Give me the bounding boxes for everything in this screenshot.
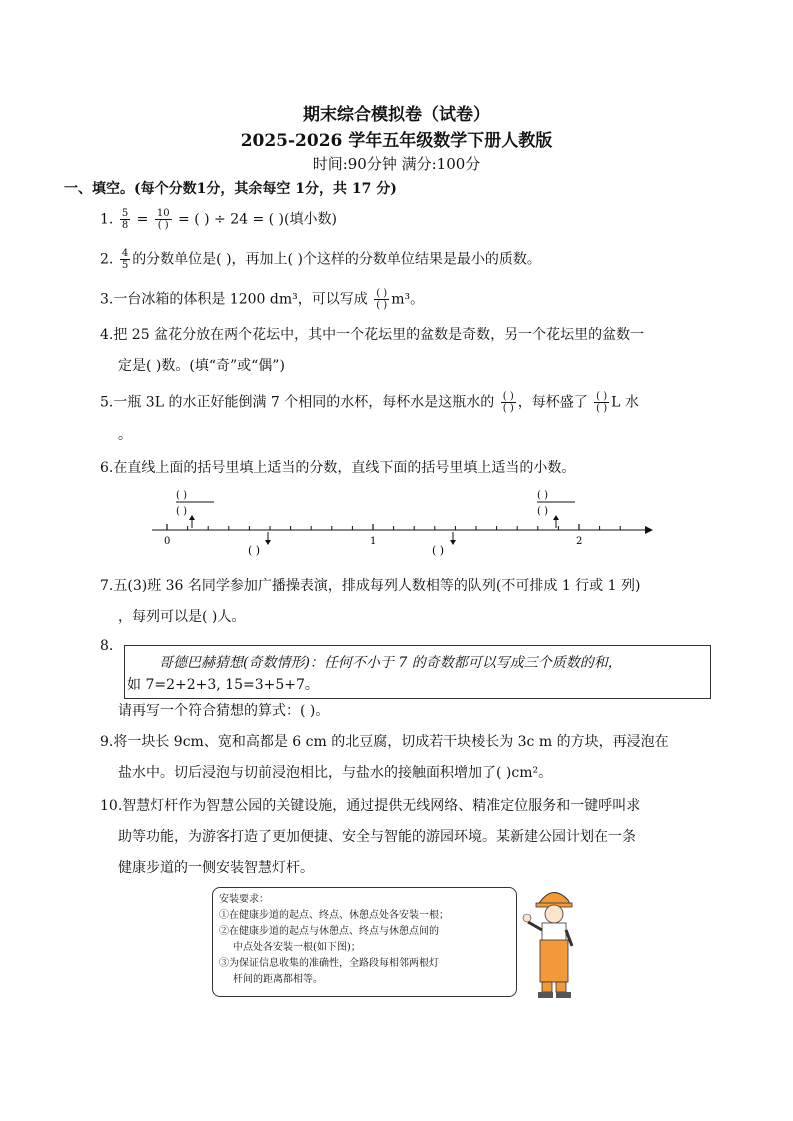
svg-text:( ): ( ) [537, 490, 548, 501]
q5-unit: L 水 [611, 394, 639, 411]
goldbach-line1: 哥德巴赫猜想(奇数情形)：任何不小于 7 的奇数都可以写成三个质数的和， [159, 655, 622, 671]
q2-number: 2. [100, 251, 114, 268]
req-item-2a: ②在健康步道的起点与休憩点、终点与休憩点间的 [219, 926, 439, 937]
q5-fraction-a: $\frac{( )}{( )}$ [502, 391, 514, 414]
req-item-1: ①在健康步道的起点、终点、休憩点处各安装一根； [219, 910, 449, 921]
q1-fraction-b: $\frac{10}{( )}$ [156, 208, 170, 231]
question-9-line2: 盐水中。切后浸泡与切前浸泡相比，与盐水的接触面积增加了( )cm²。 [118, 765, 553, 781]
q1-eq: = [136, 211, 149, 228]
svg-text:( ): ( ) [176, 506, 187, 517]
bottom-blank-right: ( ) [432, 544, 445, 557]
section-heading: 一、填空。(每个分数1分，其余每空 1分，共 17 分) [64, 181, 397, 197]
question-10-line1: 10.智慧灯杆作为智慧公园的关键设施，通过提供无线网络、精准定位服务和一键呼叫求 [100, 798, 641, 814]
q1-tail: = ( ) ÷ 24 = ( )(填小数) [178, 211, 337, 228]
exam-subtitle: 2025-2026 学年五年级数学下册人教版 [240, 131, 553, 151]
question-5 [100, 391, 639, 414]
question-2 [100, 248, 541, 271]
q3-fraction: $\frac{( )}{( )}$ [376, 288, 388, 311]
goldbach-line2: 如 7=2+2+3, 15=3+5+7。 [127, 677, 319, 693]
question-4-line1: 4.把 25 盆花分放在两个花坛中，其中一个花坛里的盆数是奇数，另一个花坛里的盆数一 [100, 327, 645, 343]
worker-illustration [518, 880, 588, 1002]
question-7-line2: ，每列可以是( )人。 [118, 609, 246, 625]
exam-title: 期末综合模拟卷（试卷） [303, 105, 490, 125]
number-line-diagram [140, 488, 660, 560]
bottom-blank-left: ( ) [248, 544, 261, 557]
svg-text:( ): ( ) [176, 490, 187, 501]
down-arrow-left [265, 532, 271, 545]
up-arrow-left [189, 515, 195, 528]
number-line [152, 524, 653, 534]
question-9-line1: 9.将一块长 9cm、宽和高都是 6 cm 的北豆腐，切成若干块棱长为 3c m 的方块，再浸泡在 [100, 734, 669, 750]
q1-number: 1. [100, 211, 114, 228]
goldbach-box [124, 645, 711, 699]
tick-label-2: 2 [576, 536, 583, 547]
question-7-line1: 7.五(3)班 36 名同学参加广播操表演，排成每列人数相等的队列(不可排成 1 行或 1 列) [100, 578, 641, 594]
question-10-line3: 健康步道的一侧安装智慧灯杆。 [118, 860, 314, 876]
question-10-line2: 助等功能，为游客打造了更加便捷、安全与智能的游园环境。某新建公园计划在一条 [118, 829, 636, 845]
question-8-number: 8. [100, 638, 114, 654]
q3-text: 3.一台冰箱的体积是 1200 dm³，可以写成 [100, 291, 368, 308]
top-blank-left [176, 490, 214, 517]
top-blank-right [537, 490, 575, 517]
q5-fraction-b: $\frac{( )}{( )}$ [596, 391, 608, 414]
q5-text2: ，每杯盛了 [517, 394, 588, 411]
question-1 [100, 208, 337, 231]
question-3 [100, 288, 424, 311]
time-info: 时间:90分钟 满分:100分 [312, 155, 481, 173]
question-4-line2: 定是( )数。(填“奇”或“偶”) [118, 358, 285, 374]
svg-text:( ): ( ) [537, 506, 548, 517]
q1-fraction-a: $\frac{5}{8}$ [121, 208, 129, 231]
down-arrow-right [450, 532, 456, 545]
q2-text: 的分数单位是( )，再加上( )个这样的分数单位结果是最小的质数。 [132, 251, 541, 268]
question-6-text: 6.在直线上面的括号里填上适当的分数，直线下面的括号里填上适当的小数。 [100, 460, 576, 476]
tick-label-1: 1 [370, 536, 377, 547]
question-8-prompt: 请再写一个符合猜想的算式：( )。 [118, 703, 330, 719]
req-item-3b: 杆间的距离都相等。 [233, 974, 323, 985]
req-title: 安装要求： [219, 894, 269, 905]
tick-label-0: 0 [164, 536, 171, 547]
req-item-3a: ③为保证信息收集的准确性，全路段每相邻两根灯 [219, 958, 439, 969]
q2-fraction: $\frac{4}{5}$ [121, 248, 129, 271]
q3-unit: m³。 [391, 291, 425, 308]
install-requirements-box [212, 887, 517, 997]
q5-text1: 5.一瓶 3L 的水正好能倒满 7 个相同的水杯，每杯水是这瓶水的 [100, 394, 495, 411]
question-5-line2: 。 [118, 427, 132, 443]
req-item-2b: 中点处各安装一根(如下图)； [233, 942, 361, 953]
